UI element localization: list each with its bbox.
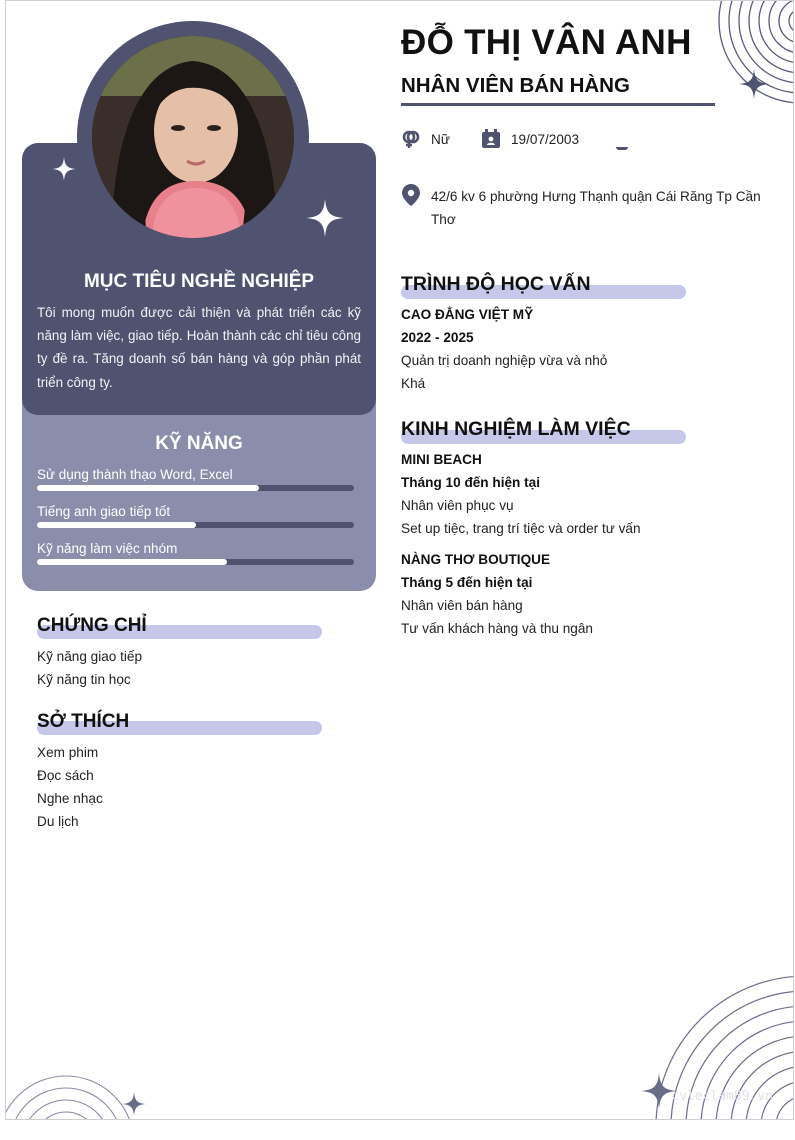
hobby-item: Du lịch bbox=[37, 814, 79, 829]
skill-label: Tiếng anh giao tiếp tốt bbox=[37, 504, 171, 519]
education-period: 2022 - 2025 bbox=[401, 330, 474, 345]
skill-bar-fill bbox=[37, 522, 196, 528]
job-company: NÀNG THƠ BOUTIQUE bbox=[401, 552, 551, 567]
skill-label: Sử dụng thành thạo Word, Excel bbox=[37, 467, 233, 482]
gender-text: Nữ bbox=[431, 132, 450, 147]
gender-icon bbox=[401, 129, 421, 149]
job-description: Tư vấn khách hàng và thu ngân bbox=[401, 621, 593, 636]
experience-title: KINH NGHIỆM LÀM VIỆC bbox=[401, 418, 631, 440]
certificate-item: Kỹ năng tin học bbox=[37, 672, 131, 687]
skill-bar-fill bbox=[37, 559, 227, 565]
skill-label: Kỹ năng làm việc nhóm bbox=[37, 541, 178, 556]
birthday-text: 19/07/2003 bbox=[511, 132, 580, 147]
sparkle-icon bbox=[739, 69, 769, 99]
hobbies-title: SỞ THÍCH bbox=[37, 711, 130, 732]
sparkle-icon bbox=[306, 199, 344, 237]
education-major: Quản trị doanh nghiệp vừa và nhỏ bbox=[401, 353, 608, 368]
education-title: TRÌNH ĐỘ HỌC VẤN bbox=[401, 273, 591, 295]
certificates-title: CHỨNG CHỈ bbox=[37, 615, 147, 636]
skill-bar bbox=[37, 522, 354, 528]
skill-item bbox=[37, 541, 354, 565]
avatar bbox=[92, 36, 294, 238]
skills-title: KỸ NĂNG bbox=[155, 433, 243, 454]
skill-bar-fill bbox=[37, 485, 259, 491]
sparkle-icon bbox=[52, 157, 76, 181]
cv-page bbox=[5, 0, 794, 1120]
address-text: 42/6 kv 6 phường Hưng Thạnh quận Cái Răng Tp Cần Thơ bbox=[431, 189, 761, 227]
job-period: Tháng 5 đến hiện tại bbox=[401, 575, 533, 590]
candidate-role: NHÂN VIÊN BÁN HÀNG bbox=[401, 74, 630, 97]
location-pin-icon bbox=[402, 184, 420, 206]
objective-title: MỤC TIÊU NGHỀ NGHIỆP bbox=[83, 271, 315, 292]
portrait-photo bbox=[92, 36, 294, 238]
job-period: Tháng 10 đến hiện tại bbox=[401, 475, 540, 490]
candidate-name: ĐỖ THỊ VÂN ANH bbox=[401, 23, 692, 62]
skill-item bbox=[37, 467, 354, 491]
small-dash bbox=[616, 147, 628, 150]
sparkle-icon bbox=[122, 1092, 146, 1116]
education-grade: Khá bbox=[401, 376, 426, 391]
watermark: cvleclam89.vn bbox=[671, 1089, 773, 1104]
skill-item bbox=[37, 504, 354, 528]
objective-text: Tôi mong muốn được cải thiện và phát triển các kỹ năng làm việc, giao tiếp. Hoàn thành các chỉ tiêu công ty đề ra. Tăng doanh số bán hàng và góp phần phát triển công ty. bbox=[37, 305, 361, 390]
skill-bar bbox=[37, 559, 354, 565]
job-position: Nhân viên phục vụ bbox=[401, 498, 514, 513]
certificate-item: Kỹ năng giao tiếp bbox=[37, 649, 143, 664]
job-position: Nhân viên bán hàng bbox=[401, 598, 523, 613]
role-underline bbox=[401, 103, 715, 106]
calendar-icon bbox=[481, 129, 501, 149]
job-description: Set up tiệc, trang trí tiệc và order tư vấn bbox=[401, 521, 641, 536]
skill-bar bbox=[37, 485, 354, 491]
hobby-item: Đọc sách bbox=[37, 768, 94, 783]
hobby-item: Xem phim bbox=[37, 745, 99, 760]
job-company: MINI BEACH bbox=[401, 452, 482, 467]
education-school: CAO ĐẲNG VIỆT MỸ bbox=[401, 307, 534, 322]
hobby-item: Nghe nhạc bbox=[37, 791, 103, 806]
